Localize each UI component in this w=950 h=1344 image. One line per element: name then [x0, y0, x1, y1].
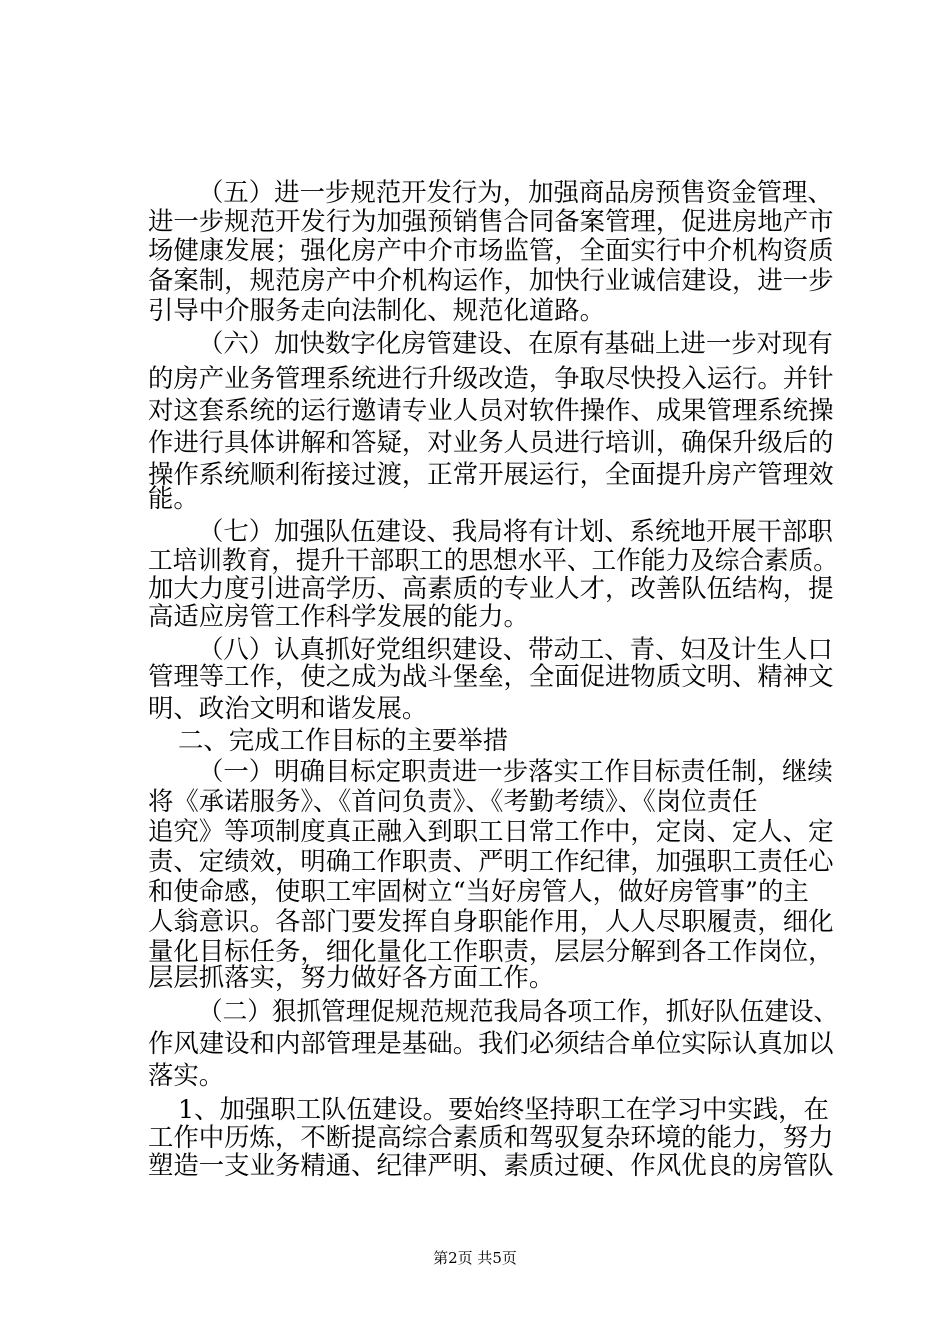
text-line: 的房产业务管理系统进行升级改造，争取尽快投入运行。并针 — [148, 363, 834, 393]
text-line: 工作中历炼，不断提高综合素质和驾驭复杂环境的能力，努力 — [148, 1122, 834, 1152]
text-line: 进一步规范开发行为加强预销售合同备案管理，促进房地产市 — [148, 206, 834, 236]
page-footer: 第2页 共5页 — [433, 1249, 517, 1267]
text-line: （七）加强队伍建设、我局将有计划、系统地开展干部职 — [198, 516, 833, 546]
text-line: 和使命感，使职工牢固树立“当好房管人，做好房管事”的主 — [148, 876, 809, 906]
text-line: 落实。 — [148, 1060, 225, 1090]
text-line: 作进行具体讲解和答疑，对业务人员进行培训，确保升级后的 — [148, 427, 834, 457]
text-line: （二）狠抓管理促规范规范我局各项工作，抓好队伍建设、 — [198, 996, 839, 1026]
text-line: 能。 — [148, 483, 199, 513]
text-line: 引导中介服务走向法制化、规范化道路。 — [148, 295, 606, 325]
text-line: 备案制，规范房产中介机构运作，加快行业诚信建设，进一步 — [148, 265, 834, 295]
section-heading: 二、完成工作目标的主要举措 — [178, 725, 509, 755]
text-line: 操作系统顺利衔接过渡，正常开展运行，全面提升房产管理效 — [148, 459, 834, 489]
text-line: 明、政治文明和谐发展。 — [148, 693, 428, 723]
text-line: （六）加快数字化房管建设、在原有基础上进一步对现有 — [198, 328, 833, 358]
text-line: 高适应房管工作科学发展的能力。 — [148, 601, 529, 631]
text-line: 责、定绩效，明确工作职责、严明工作纪律，加强职工责任心 — [148, 846, 834, 876]
text-line: （八）认真抓好党组织建设、带动工、青、妇及计生人口 — [198, 634, 833, 664]
text-line: 1、加强职工队伍建设。要始终坚持职工在学习中实践，在 — [178, 1094, 829, 1124]
text-line: （五）进一步规范开发行为，加强商品房预售资金管理、 — [198, 177, 833, 207]
text-line: 塑造一支业务精通、纪律严明、素质过硬、作风优良的房管队 — [148, 1150, 834, 1180]
text-line: 层层抓落实，努力做好各方面工作。 — [148, 962, 555, 992]
text-line: 场健康发展；强化房产中介市场监管，全面实行中介机构资质 — [148, 235, 834, 265]
text-line: 对这套系统的运行邀请专业人员对软件操作、成果管理系统操 — [148, 395, 834, 425]
text-line: 量化目标任务，细化量化工作职责，层层分解到各工作岗位， — [148, 936, 834, 966]
text-line: （一）明确目标定职责进一步落实工作目标责任制，继续 — [198, 756, 833, 786]
text-line: 将《承诺服务》、《首问负责》、《考勤考绩》、《岗位责任 — [148, 786, 758, 816]
text-line: 工培训教育，提升干部职工的思想水平、工作能力及综合素质。 — [148, 545, 838, 575]
text-line: 加大力度引进高学历、高素质的专业人才，改善队伍结构，提 — [148, 573, 834, 603]
text-line: 管理等工作，使之成为战斗堡垒，全面促进物质文明、精神文 — [148, 661, 834, 691]
text-line: 追究》等项制度真正融入到职工日常工作中，定岗、定人、定 — [148, 816, 834, 846]
text-line: 作风建设和内部管理是基础。我们必须结合单位实际认真加以 — [148, 1028, 834, 1058]
text-line: 人翁意识。各部门要发挥自身职能作用，人人尽职履责，细化 — [148, 906, 834, 936]
